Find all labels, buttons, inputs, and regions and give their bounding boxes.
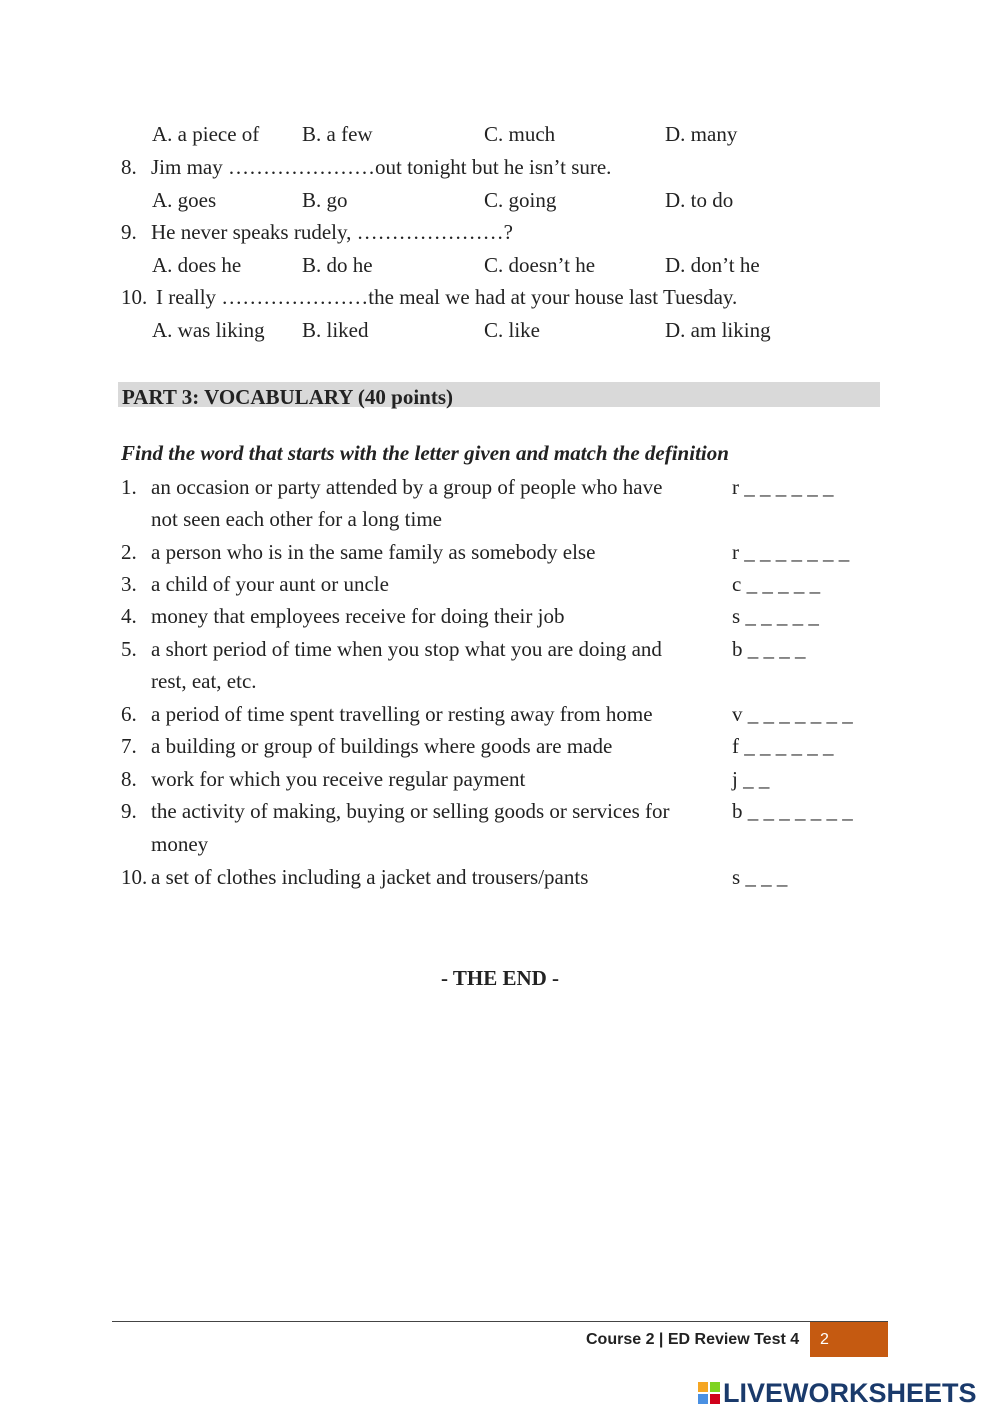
q9-option-d: D. don’t he [665, 253, 760, 277]
vocab-answer-blank[interactable]: b _ _ _ _ [732, 637, 806, 661]
vocab-number: 3. [121, 572, 137, 596]
vocab-definition: an occasion or party attended by a group of people who have [151, 475, 663, 499]
q8-option-c: C. going [484, 188, 557, 212]
vocab-number: 10. [121, 865, 148, 889]
vocab-definition: work for which you receive regular payment [151, 767, 526, 791]
vocab-answer-blank[interactable]: c _ _ _ _ _ [732, 572, 821, 596]
q10-option-d: D. am liking [665, 318, 771, 342]
vocab-answer-blank[interactable]: r _ _ _ _ _ _ _ [732, 540, 850, 564]
vocab-definition-cont: rest, eat, etc. [151, 669, 257, 693]
q9-option-b: B. do he [302, 253, 373, 277]
vocab-definition-cont: money [151, 832, 209, 856]
vocab-definition: a child of your aunt or uncle [151, 572, 389, 596]
vocab-answer-blank[interactable]: j _ _ [732, 767, 770, 791]
liveworksheets-logo-text: LIVEWORKSHEETS [723, 1378, 977, 1408]
q8-option-b: B. go [302, 188, 348, 212]
liveworksheets-logo[interactable] [697, 1378, 977, 1408]
q8-option-d: D. to do [665, 188, 734, 212]
question-text: I really …………………the meal we had at your house last Tuesday. [156, 285, 738, 309]
section-header [118, 382, 880, 407]
question-text: Jim may …………………out tonight but he isn’t sure. [151, 155, 612, 179]
vocab-definition: a set of clothes including a jacket and trousers/pants [151, 865, 589, 889]
section-header-title: PART 3: VOCABULARY (40 points) [122, 385, 454, 409]
instruction: Find the word that starts with the letter given and match the definition [121, 441, 729, 465]
vocab-definition: a period of time spent travelling or resting away from home [151, 702, 653, 726]
q9-option-a: A. does he [152, 253, 242, 277]
vocab-definition: a building or group of buildings where goods are made [151, 734, 613, 758]
vocab-answer-blank[interactable]: s _ _ _ [732, 865, 788, 889]
q10-option-b: B. liked [302, 318, 369, 342]
vocab-number: 1. [121, 475, 137, 499]
vocab-definition-cont: not seen each other for a long time [151, 507, 442, 531]
q7-option-a: A. a piece of [152, 122, 260, 146]
vocab-number: 4. [121, 604, 137, 628]
vocab-answer-blank[interactable]: f _ _ _ _ _ _ [732, 734, 834, 758]
page-number-badge [810, 1322, 888, 1357]
vocab-number: 8. [121, 767, 137, 791]
vocab-answer-blank[interactable]: v _ _ _ _ _ _ _ [732, 702, 853, 726]
liveworksheets-icon [697, 1381, 721, 1405]
question-number: 10. [121, 285, 148, 309]
vocab-answer-blank[interactable]: b _ _ _ _ _ _ _ [732, 799, 853, 823]
q7-option-c: C. much [484, 122, 556, 146]
q7-option-d: D. many [665, 122, 738, 146]
footer-divider [112, 1321, 888, 1322]
vocab-number: 7. [121, 734, 137, 758]
vocab-number: 2. [121, 540, 137, 564]
vocab-number: 9. [121, 799, 137, 823]
vocab-answer-blank[interactable]: s _ _ _ _ _ [732, 604, 819, 628]
vocab-definition: the activity of making, buying or selling goods or services for [151, 799, 670, 823]
footer-course-title: Course 2 | ED Review Test 4 [586, 1331, 800, 1348]
q10-option-c: C. like [484, 318, 540, 342]
vocab-answer-blank[interactable]: r _ _ _ _ _ _ [732, 475, 834, 499]
q10-option-a: A. was liking [152, 318, 265, 342]
q7-option-b: B. a few [302, 122, 373, 146]
q8-option-a: A. goes [152, 188, 217, 212]
vocab-definition: a person who is in the same family as somebody else [151, 540, 596, 564]
vocab-number: 6. [121, 702, 137, 726]
vocab-definition: money that employees receive for doing their job [151, 604, 565, 628]
page-number: 2 [820, 1331, 829, 1348]
vocab-definition: a short period of time when you stop what you are doing and [151, 637, 662, 661]
vocab-number: 5. [121, 637, 137, 661]
question-number: 9. [121, 220, 137, 244]
question-text: He never speaks rudely, …………………? [151, 220, 513, 244]
q9-option-c: C. doesn’t he [484, 253, 596, 277]
the-end: - THE END - [441, 966, 560, 990]
question-number: 8. [121, 155, 137, 179]
